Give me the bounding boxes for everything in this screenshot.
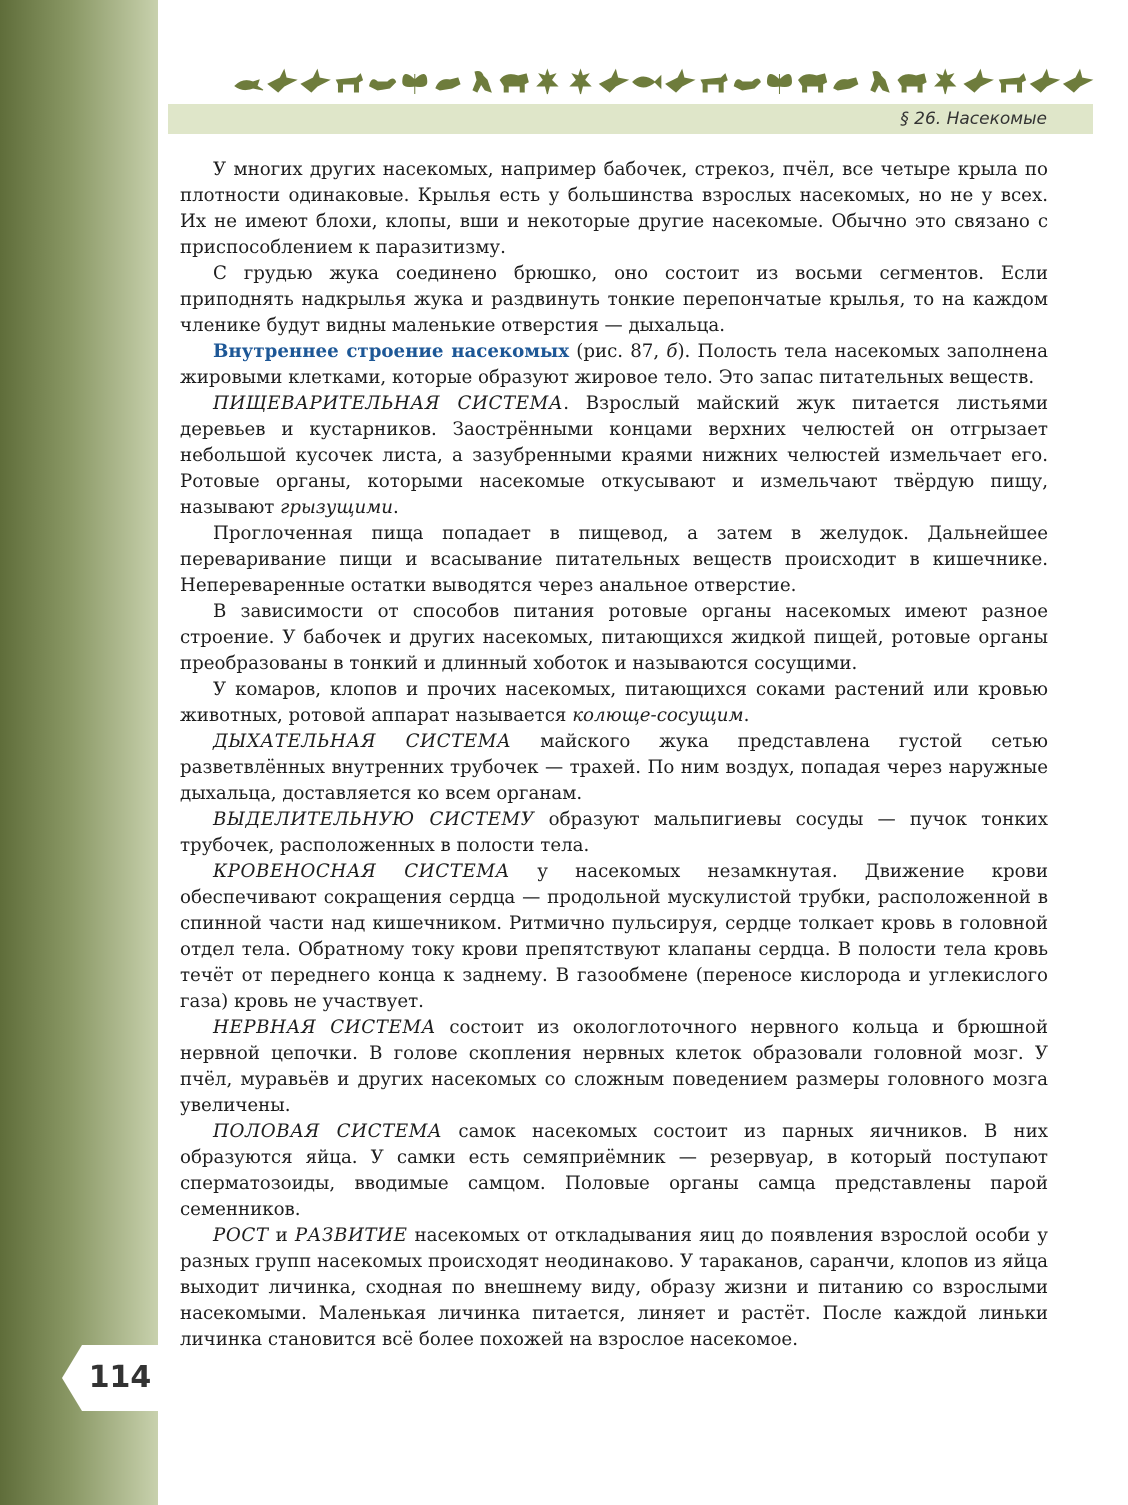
paragraph [180, 1015, 1048, 1119]
bird-icon [666, 70, 694, 92]
buffalo-icon [500, 74, 528, 92]
bug-icon [571, 70, 591, 94]
bird-icon [1064, 70, 1092, 92]
paragraph-text: состоит из окологлоточного нервного кольца и брюшной нервной цепочки. В голове скопления нервных клеток образовали головной мозг. У пчёл, муравьёв и других насекомых со сложным поведением размеры головного мозга увеличены. [180, 1017, 1048, 1116]
italic-term: колюще-сосущим [572, 705, 744, 726]
system-term: ДЫХАТЕЛЬНАЯ СИСТЕМА [213, 731, 512, 752]
monkey-icon [871, 72, 889, 93]
bird-icon [1031, 70, 1059, 92]
paragraph-text: майского жука представлена густой сетью разветвлённых внутренних трубочек — трахей. По ним воздух, попадая через наружные дыхальца, доставляется ко всем органам. [180, 731, 1048, 804]
lizard-icon [235, 80, 263, 90]
bird-icon [964, 70, 992, 92]
scorpion-icon [734, 79, 760, 90]
running-header [168, 104, 1093, 134]
bird-icon [268, 70, 296, 92]
paragraph-text: самок насекомых состоит из парных яичников. В них образуются яйца. У самки есть семяприёмник — резервуар, в который поступают сперматозоиды, вводимые самцом. Половые органы самца представлены парой семенников. [180, 1121, 1048, 1220]
paragraph-end: . [392, 497, 399, 518]
section-heading: Внутреннее строение насекомых [213, 341, 570, 362]
paragraph [180, 859, 1048, 1015]
bird-icon [301, 70, 329, 92]
system-term: ПИЩЕВАРИТЕЛЬНАЯ СИСТЕМА [213, 393, 564, 414]
paragraph [180, 1119, 1048, 1223]
butterfly-icon [767, 74, 791, 94]
paragraph [180, 521, 1048, 599]
paragraph-text: Проглоченная пища попадает в пищевод, а затем в желудок. Дальнейшее переваривание пищи и всасывание питательных веществ происходит в кишечнике. Непереваренные остатки выводятся через анальное отверстие. [180, 523, 1048, 596]
paragraph [180, 157, 1048, 261]
left-margin-bar [0, 0, 158, 1505]
system-term: НЕРВНАЯ СИСТЕМА [213, 1017, 436, 1038]
paragraph [180, 339, 1048, 391]
bird-icon [600, 70, 628, 92]
paragraph-text: У многих других насекомых, например бабочек, стрекоз, пчёл, все четыре крыла по плотности одинаковые. Крылья есть у большинства взрослых насекомых, но не у всех. Их не имеют блохи, клопы, вши и некоторые другие насекомые. Обычно это связано с приспособлением к паразитизму. [180, 159, 1048, 258]
paragraph-text: у насекомых незамкнутая. Движение крови обеспечивают сокращения сердца — продольной мускулистой трубки, расположенной в спинной части над кишечником. Ритмично пульсируя, сердце толкает кровь в головной отдел тела. Обратному току крови препятствуют клапаны сердца. В полости тела кровь течёт от переднего конца к заднему. В газообмене (переносе кислорода и углекислого газа) кровь не участвует. [180, 861, 1048, 1012]
quadruped-icon [701, 74, 727, 92]
paragraph-text: образуют мальпигиевы сосуды — пучок тонких трубочек, расположенных в полости тела. [180, 809, 1048, 856]
figure-reference: (рис. 87, [569, 341, 667, 362]
paragraph [180, 807, 1048, 859]
system-term: КРОВЕНОСНАЯ СИСТЕМА [213, 861, 510, 882]
paragraph [180, 261, 1048, 339]
system-term: РОСТ [213, 1225, 269, 1246]
quadruped-icon [1000, 74, 1026, 92]
paragraph-text: насекомых от откладывания яиц до появления взрослой особи у разных групп насекомых происходят неодинаково. У тараканов, саранчи, клопов из яйца выходит личинка, сходная по внешнему виду, образу жизни и питанию со взрослыми насекомыми. Маленькая личинка питается, линяет и растёт. После каждой линьки личинка становится всё более похожей на взрослое насекомое. [180, 1225, 1048, 1350]
rodent-icon [834, 78, 858, 90]
paragraph-text: ). Полость тела насекомых заполнена жировыми клетками, которые образуют жировое тело. Это запас питательных веществ. [180, 341, 1048, 388]
system-term: РАЗВИТИЕ [294, 1225, 408, 1246]
paragraph-end: . [743, 705, 750, 726]
buffalo-icon [799, 74, 827, 92]
paragraph [180, 599, 1048, 677]
quadruped-icon [336, 74, 362, 92]
paragraph-text: С грудью жука соединено брюшко, оно состоит из восьми сегментов. Если приподнять надкрылья жука и раздвинуть тонкие перепончатые крылья, то на каждом членике будут видны маленькие отверстия — дыхальца. [180, 263, 1048, 336]
monkey-icon [473, 72, 491, 93]
joiner-text: и [268, 1225, 295, 1246]
italic-term: грызущими [280, 497, 393, 518]
rodent-icon [436, 78, 460, 90]
system-term: ВЫДЕЛИТЕЛЬНУЮ СИСТЕМУ [213, 809, 535, 830]
animal-silhouette-svg [232, 64, 1094, 100]
animal-silhouette-strip [232, 64, 1094, 100]
page-number: 114 [88, 1360, 152, 1395]
paragraph [180, 677, 1048, 729]
paragraph-text: У комаров, клопов и прочих насекомых, питающихся соками растений или кровью животных, ротовой аппарат называется [180, 679, 1048, 726]
body-text [180, 157, 1048, 1353]
section-title: § 26. Насекомые [900, 109, 1047, 129]
bug-icon [935, 70, 955, 94]
paragraph [180, 391, 1048, 521]
butterfly-icon [403, 74, 427, 94]
bug-icon [537, 70, 557, 94]
paragraph [180, 1223, 1048, 1353]
paragraph-text: В зависимости от способов питания ротовые органы насекомых имеют разное строение. У бабочек и других насекомых, питающихся жидкой пищей, ротовые органы преобразованы в тонкий и длинный хоботок и называются сосущими. [180, 601, 1048, 674]
buffalo-icon [898, 74, 926, 92]
scorpion-icon [370, 79, 396, 90]
figure-reference-letter: б [666, 341, 678, 362]
system-term: ПОЛОВАЯ СИСТЕМА [213, 1121, 443, 1142]
paragraph-text: . Взрослый майский жук питается листьями деревьев и кустарников. Заострёнными концами верхних челюстей он отгрызает небольшой кусочек листа, а зазубренными краями нижних челюстей измельчает его. Ротовые органы, которыми насекомые откусывают и измельчают твёрдую пищу, называют [180, 393, 1048, 518]
paragraph [180, 729, 1048, 807]
fish-icon [633, 76, 661, 88]
